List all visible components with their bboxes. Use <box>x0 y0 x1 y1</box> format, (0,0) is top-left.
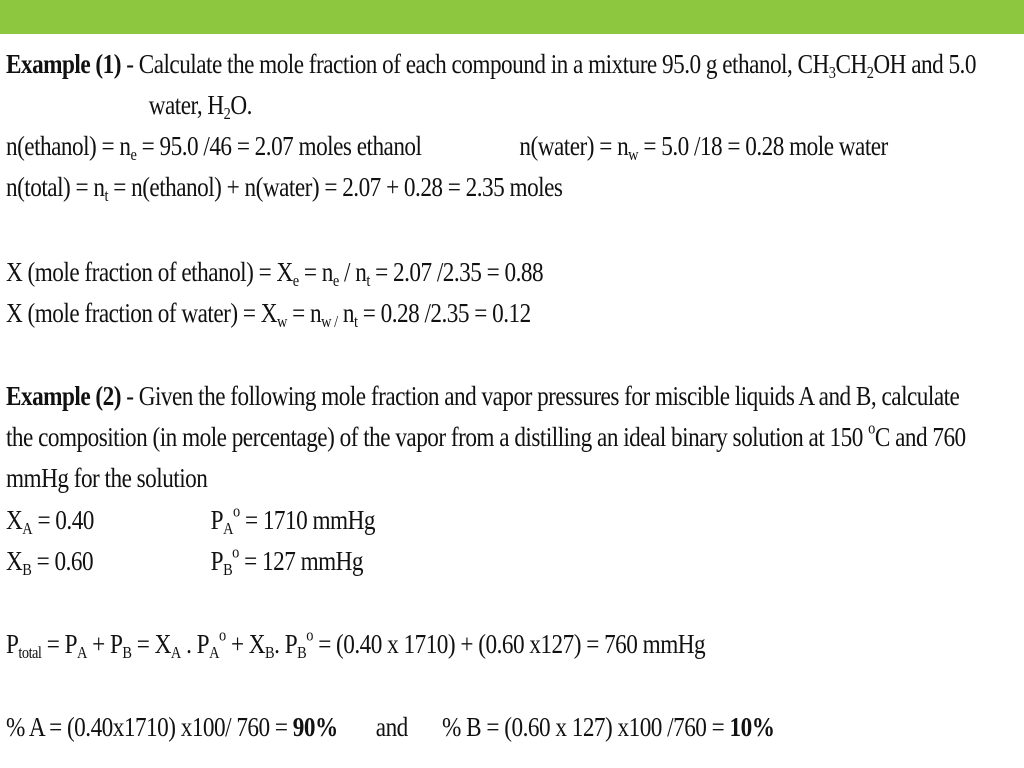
example1-label: Example (1) <box>6 49 121 79</box>
x-water-line: X (mole fraction of water) = $X_w = n_{w /}$ $n_t = 0.28$ /2.35 = 0.12 <box>6 298 531 332</box>
percent-b-line: % B = (0.60 x 127) x100 /760 = 10% <box>442 712 775 742</box>
xb-line: $X_B = 0.60$ <box>6 546 94 580</box>
percent-a-line: % A = (0.40x1710) x100/ 760 = 90% <box>6 712 338 742</box>
percent-a-result: 90% <box>292 712 338 742</box>
percent-b-result: 10% <box>729 712 775 742</box>
xa-line: $X_A = 0.40$ <box>6 505 94 539</box>
example2-question-line3: mmHg for the solution <box>6 463 208 493</box>
n-ethanol-line: n(ethanol) = $n_e = 95.0$ /46 = 2.07 moles ethanol <box>6 131 422 165</box>
example2-question-line1: Example (2) - Given the following mole fraction and vapor pressures for miscible liquids A and B, calculate <box>6 381 960 411</box>
example1-question-line1: Example (1) - Calculate the mole fraction of each compound in a mixture 95.0 g ethanol, $CH_3CH_2OH$ and 5.0 <box>6 49 976 83</box>
p-total-line: $P_{total} = P_A + P_B = X_A$ . $P_A^o + X_B$. $P_B^o = (0.40$ x 1710) + (0.60 x127) = 760 mmHg <box>6 625 706 663</box>
n-total-line: n(total) = $n_t$ = n(ethanol) + n(water) = 2.07 + 0.28 = 2.35 moles <box>6 172 563 206</box>
example2-label: Example (2) <box>6 381 121 411</box>
pb-line: $P_B^o = 127$ mmHg <box>210 542 364 580</box>
and-word: and <box>375 712 408 742</box>
example1-question-line2: water, $H_2O$. <box>148 90 252 124</box>
n-water-line: n(water) = $n_w = 5.0$ /18 = 0.28 mole water <box>519 131 888 165</box>
example2-question-line2: the composition (in mole percentage) of the vapor from a distilling an ideal binary solution at 150 $^o$C and 760 <box>6 418 966 452</box>
pa-line: $P_A^o = 1710$ mmHg <box>210 501 375 539</box>
x-ethanol-line: X (mole fraction of ethanol) = $X_e = n_e / n_t = 2.07$ /2.35 = 0.88 <box>6 257 544 291</box>
header-bar <box>0 0 1024 34</box>
